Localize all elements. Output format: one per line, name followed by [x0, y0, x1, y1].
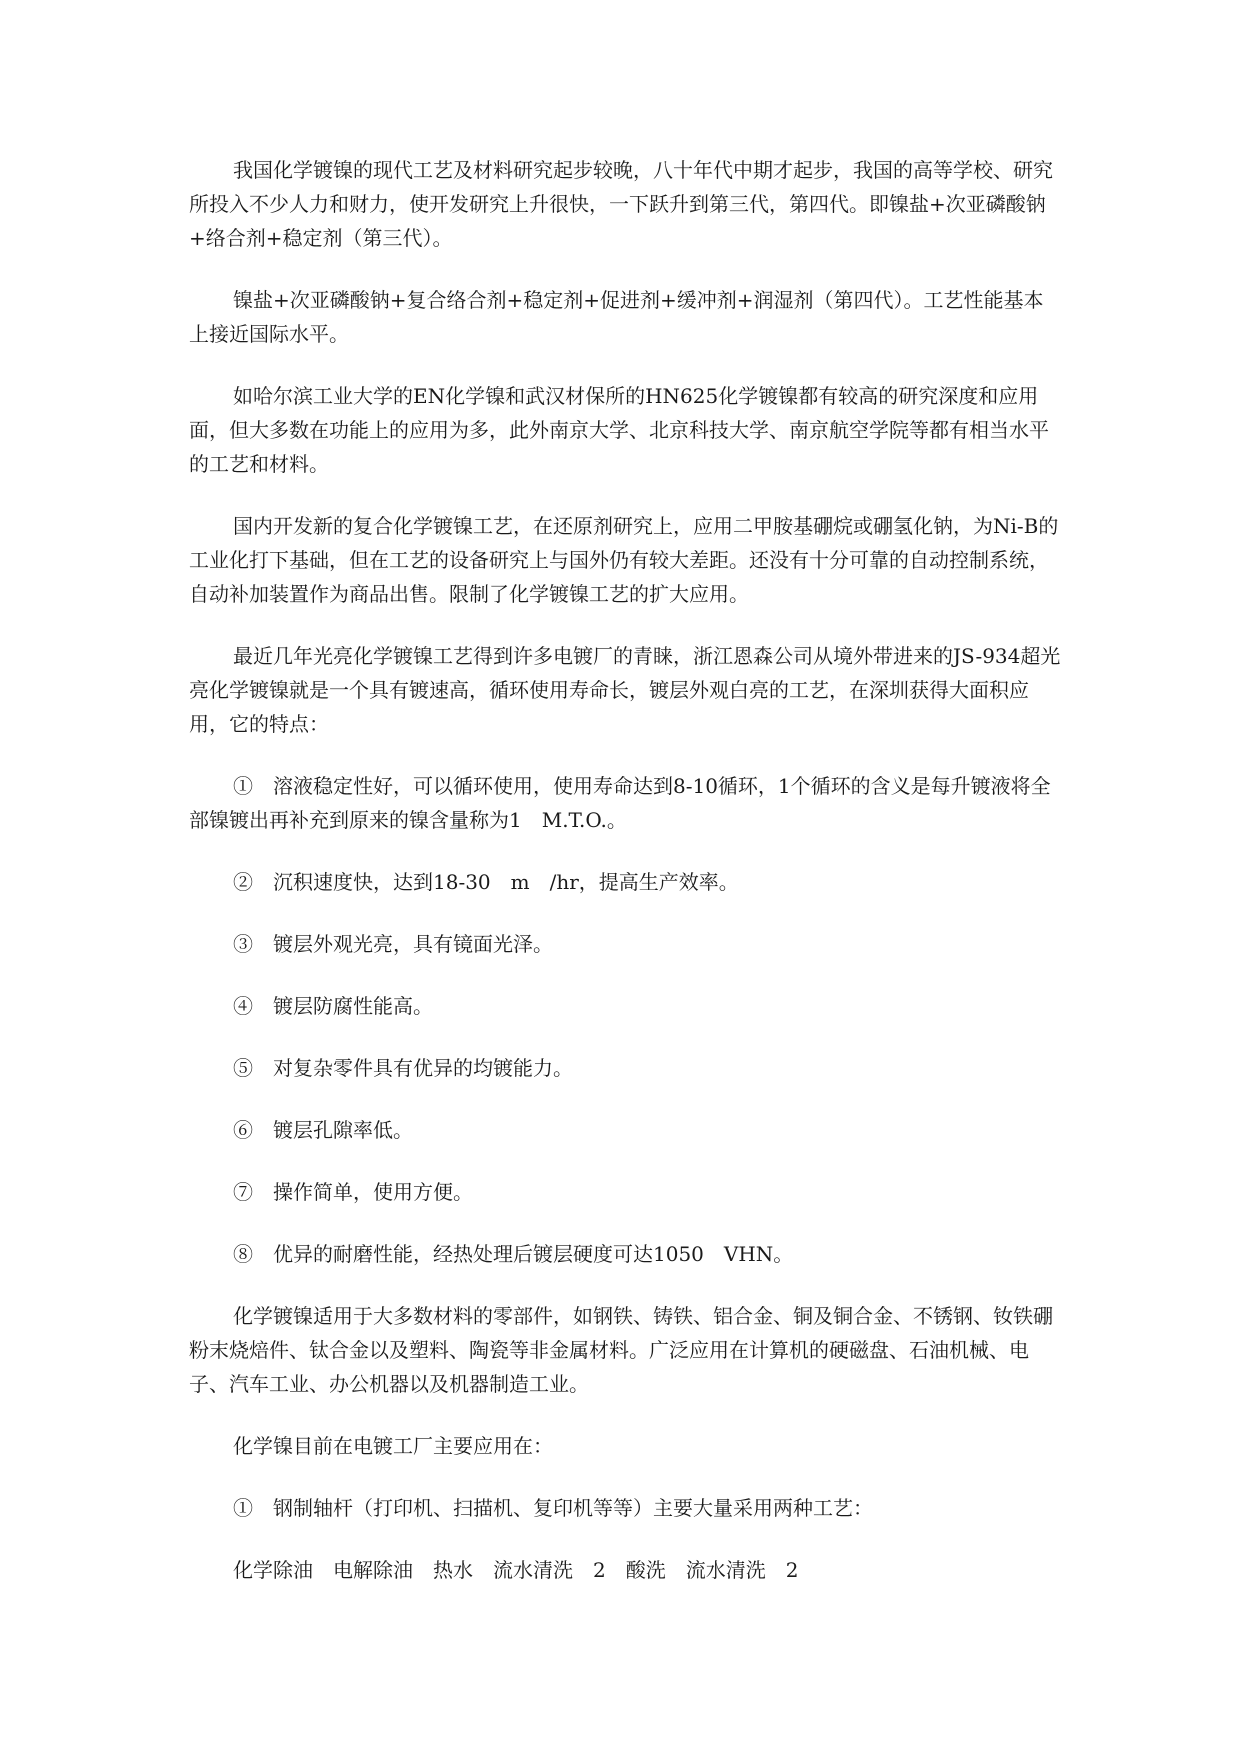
paragraph-history: 我国化学镀镍的现代工艺及材料研究起步较晚，八十年代中期才起步，我国的高等学校、研究所投入不少人力和财力，使开发研究上升很快，一下跃升到第三代，第四代。即镍盐+次亚磷酸钠+络合剂+稳定剂（第三代）。 [189, 158, 1053, 250]
feature-item: ⑥ 镀层孔隙率低。 [233, 1118, 413, 1142]
feature-item: ② 沉积速度快，达到18-30 m /hr，提高生产效率。 [233, 870, 739, 894]
paragraph-research-institutes: 如哈尔滨工业大学的EN化学镍和武汉材保所的HN625化学镀镍都有较高的研究深度和应用面，但大多数在功能上的应用为多，此外南京大学、北京科技大学、南京航空学院等都有相当水平的工艺和材料。 [189, 384, 1049, 476]
feature-item: ⑤ 对复杂零件具有优异的均镀能力。 [233, 1056, 573, 1080]
feature-item: ⑧ 优异的耐磨性能，经热处理后镀层硬度可达1050 VHN。 [233, 1242, 794, 1266]
feature-item: ③ 镀层外观光亮，具有镜面光泽。 [233, 932, 553, 956]
paragraph-fourth-generation: 镍盐+次亚磷酸钠+复合络合剂+稳定剂+促进剂+缓冲剂+润湿剂（第四代）。工艺性能基本上接近国际水平。 [189, 288, 1044, 346]
feature-item: ⑦ 操作简单，使用方便。 [233, 1180, 473, 1204]
paragraph-applications: 化学镀镍适用于大多数材料的零部件，如钢铁、铸铁、铝合金、铜及铜合金、不锈钢、钕铁硼粉末烧焙件、钛合金以及塑料、陶瓷等非金属材料。广泛应用在计算机的硬磁盘、石油机械、电子、汽车工业、办公机器以及机器制造工业。 [189, 1304, 1053, 1396]
usage-item: ① 钢制轴杆（打印机、扫描机、复印机等等）主要大量采用两种工艺： [233, 1496, 873, 1520]
process-line: 化学除油 电解除油 热水 流水清洗 2 酸洗 流水清洗 2 [233, 1558, 799, 1582]
feature-item: ④ 镀层防腐性能高。 [233, 994, 433, 1018]
feature-item: ① 溶液稳定性好，可以循环使用，使用寿命达到8-10循环，1个循环的含义是每升镀液将全部镍镀出再补充到原来的镍含量称为1 M.T.O.。 [189, 774, 1051, 832]
paragraph-usage-intro: 化学镍目前在电镀工厂主要应用在： [233, 1434, 553, 1458]
paragraph-composite-process: 国内开发新的复合化学镀镍工艺，在还原剂研究上，应用二甲胺基硼烷或硼氢化钠，为Ni-B的工业化打下基础，但在工艺的设备研究上与国外仍有较大差距。还没有十分可靠的自动控制系统，自动补加装置作为商品出售。限制了化学镀镍工艺的扩大应用。 [189, 514, 1059, 606]
document-body [189, 153, 1061, 1615]
paragraph-bright-nickel: 最近几年光亮化学镀镍工艺得到许多电镀厂的青睐，浙江恩森公司从境外带进来的JS-934超光亮化学镀镍就是一个具有镀速高，循环使用寿命长，镀层外观白亮的工艺，在深圳获得大面积应用，它的特点： [189, 644, 1061, 736]
